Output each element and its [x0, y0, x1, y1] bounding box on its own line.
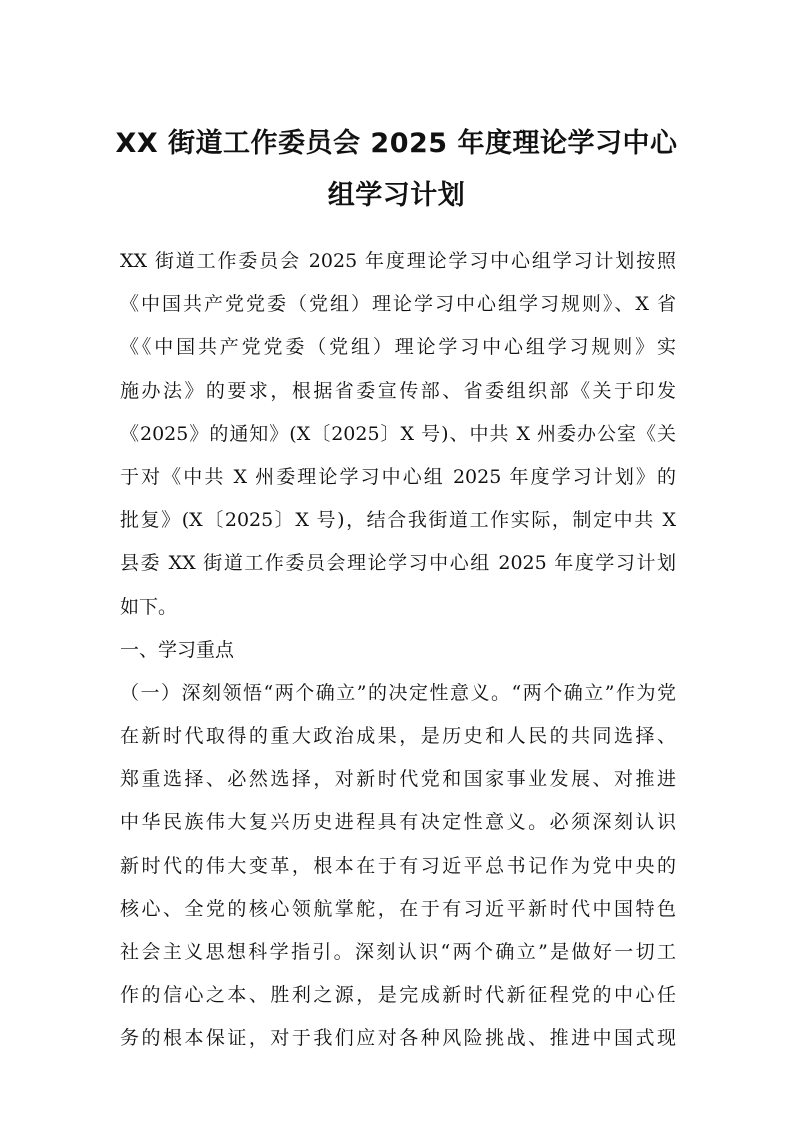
body-line: 《《中国共产党党委（党组）理论学习中心组学习规则》实 [120, 336, 676, 359]
body-line: 《中国共产党党委（党组）理论学习中心组学习规则》、X 省 [120, 293, 676, 316]
title-line-1: XX 街道工作委员会 2025 年度理论学习中心 [115, 128, 678, 159]
body-line: 施办法》的要求，根据省委宣传部、省委组织部《关于印发 [120, 379, 676, 402]
body-line: XX 街道工作委员会 2025 年度理论学习中心组学习计划按照 [120, 250, 676, 272]
body-line: （一）深刻领悟“两个确立”的决定性意义。“两个确立”作为党 [120, 681, 676, 704]
body-line: 社会主义思想科学指引。深刻认识“两个确立”是做好一切工 [120, 941, 676, 963]
body-line: 如下。 [120, 595, 178, 618]
body-line: 于对《中共 X 州委理论学习中心组 2025 年度学习计划》的 [120, 465, 676, 488]
document-body [120, 240, 676, 1061]
body-line: 县委 XX 街道工作委员会理论学习中心组 2025 年度学习计划 [120, 552, 676, 575]
section-heading: 一、学习重点 [120, 638, 235, 661]
body-line: 在新时代取得的重大政治成果，是历史和人民的共同选择、 [120, 725, 676, 748]
body-line: 务的根本保证，对于我们应对各种风险挑战、推进中国式现 [120, 1027, 676, 1050]
body-line: 郑重选择、必然选择，对新时代党和国家事业发展、对推进 [120, 768, 676, 791]
body-line: 《2025》的通知》(X〔2025〕X 号)、中共 X 州委办公室《关 [120, 422, 676, 445]
document-title [100, 118, 693, 222]
body-line: 新时代的伟大变革，根本在于有习近平总书记作为党中央的 [120, 854, 676, 877]
body-line: 作的信心之本、胜利之源，是完成新时代新征程党的中心任 [120, 984, 676, 1007]
body-line: 中华民族伟大复兴历史进程具有决定性意义。必须深刻认识 [120, 811, 676, 834]
title-line-2: 组学习计划 [327, 180, 466, 211]
body-line: 核心、全党的核心领航掌舵，在于有习近平新时代中国特色 [120, 897, 676, 920]
body-line: 批复》(X〔2025〕X 号)，结合我街道工作实际，制定中共 X [120, 509, 676, 532]
